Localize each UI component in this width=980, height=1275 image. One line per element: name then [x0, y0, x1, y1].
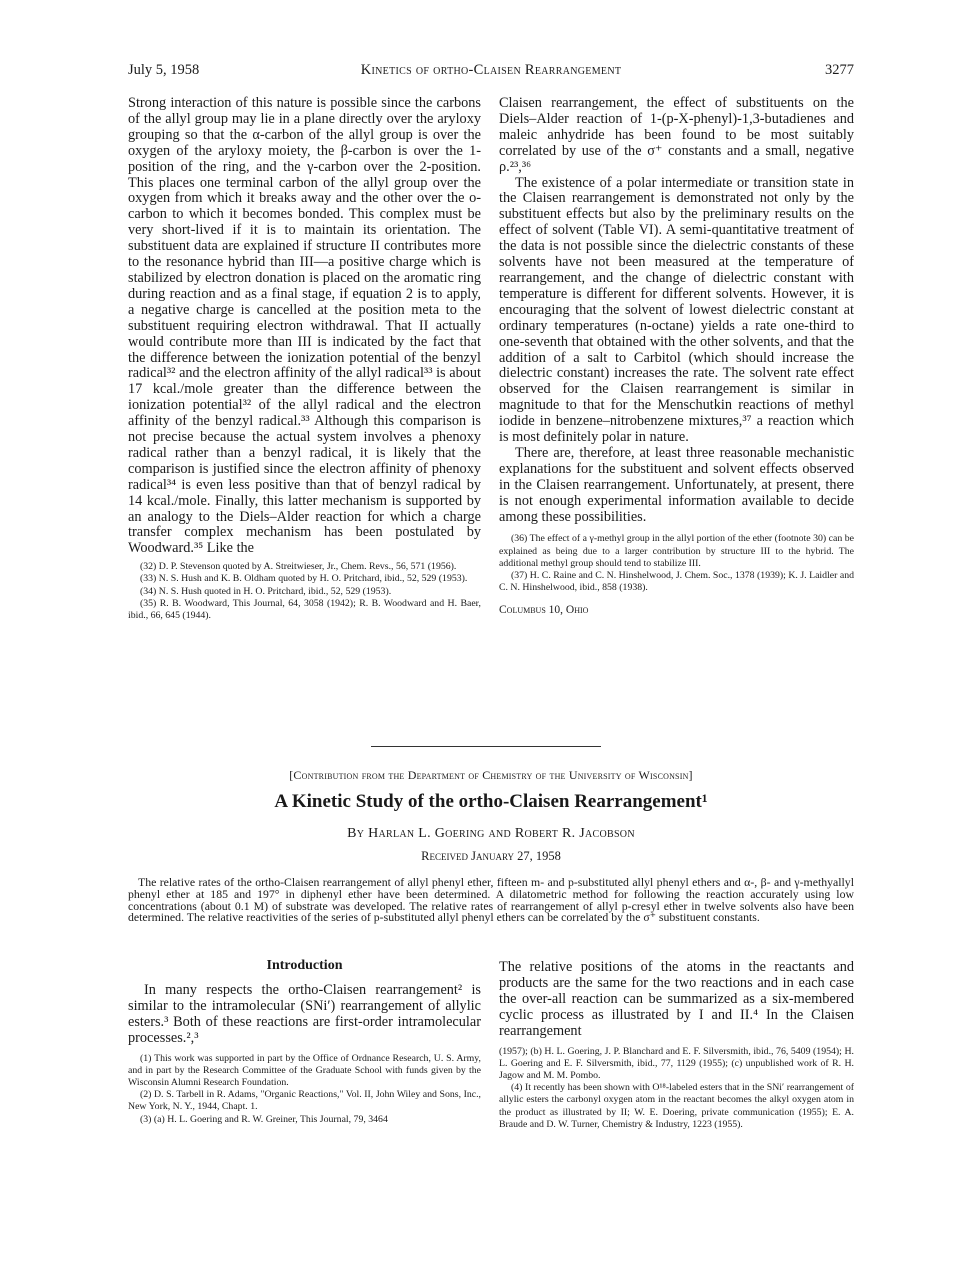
introduction-heading: Introduction: [266, 958, 343, 973]
footnote-32: (32) D. P. Stevenson quoted by A. Streitwieser, Jr., Chem. Revs., 56, 571 (1956).: [140, 561, 457, 573]
section-divider: [371, 746, 601, 747]
left-paragraph: Strong interaction of this nature is possible since the carbons of the allyl group may lie in a plane directly over the aryloxy grouping so that the α-carbon of the allyl group is over the oxygen of the aryloxy moiety, the β-carbon is over the 1-position of the ring, and the γ-carbon over the 2-position. This places one terminal carbon of the allyl group over the oxygen from which it breaks away and the other over the o-carbon to which it becomes bonded. This complex must be very short-lived if it is to maintain its orientation. The substituent data are explained if structure II contributes more to the resonance hybrid than III—a positive charge which is stabilized by electron donation is placed on the aromatic ring during reaction and as a final stage, if equation 2 is to apply, a negative charge is cancelled at the position meta to the substituent requiring electron withdrawal. That II actually would contribute more than III is indicated by the fact that the difference between the ionization potential of the benzyl radical³² and the electron affinity of the allyl radical³³ is about 17 kcal./mole greater than the difference between the ionization potential³² of the allyl radical and the electron affinity of the benzyl radical.³³ Although this comparison is not precise because the actual system involves a phenoxy radical rather than a benzyl radical, it is likely that the comparison is justified since the electron affinity of phenoxy radical³⁴ is even less positive than that of benzyl radical by 14 kcal./mole. Finally, this latter mechanism is supported by an analogy to the Diels–Alder reaction for which a charge transfer complex mechanism has been postulated by Woodward.³⁵ Like the: [128, 95, 481, 557]
intro-right-paragraph: The relative positions of the atoms in the reactants and products are the same for the two reactions and in each case the over-all reaction can be summarized as a six-membered cyclic process as illustrated by I and II.⁴ In the Claisen rearrangement: [499, 959, 854, 1039]
place-line: Columbus 10, Ohio: [499, 604, 589, 617]
header-page-number: 3277: [825, 62, 854, 78]
received-date: Received January 27, 1958: [421, 849, 561, 863]
intro-right-body: [499, 960, 854, 1040]
left-column: [128, 96, 481, 622]
right-paragraph-3: There are, therefore, at least three reasonable mechanistic explanations for the substituent and solvent effects observed in the Claisen rearrangement. Unfortunately, at present, there is not enough experimental information available to decide among these possibilities.: [499, 444, 854, 525]
contribution-line: [Contribution from the Department of Chemistry of the University of Wisconsin]: [289, 768, 693, 782]
right-body: [499, 96, 854, 525]
header-journal-title: Kinetics of ortho-Claisen Rearrangement: [360, 62, 622, 78]
intro-right-footnotes: [499, 1046, 854, 1131]
intro-left-footnotes: [128, 1053, 481, 1126]
footnote-36: (36) The effect of a γ-methyl group in the allyl portion of the ether (footnote 30) can be explained as being due to a larger contribution by structure III to the hybrid. The additional methyl group should tend to stabilize III.: [499, 533, 854, 569]
right-footnotes: [499, 533, 854, 594]
running-head: [128, 62, 854, 82]
intro-paragraph: In many respects the ortho-Claisen rearrangement² is similar to the intramolecular (SNi′) rearrangement of allylic esters.³ Both of these reactions are first-order intramolecular processes.²,³: [128, 982, 481, 1046]
right-paragraph-1: Claisen rearrangement, the effect of substituents on the Diels–Alder reaction of 1-(p-X-phenyl)-1,3-butadienes and maleic anhydride has been found to be most suitably correlated by use of the σ⁺ constants and a small, negative ρ.²³,³⁶: [499, 95, 854, 175]
footnote-35: (35) R. B. Woodward, This Journal, 64, 3058 (1942); R. B. Woodward and H. Baer, ibid., 66, 645 (1944).: [128, 597, 481, 622]
footnote-3: (3) (a) H. L. Goering and R. W. Greiner, This Journal, 79, 3464: [140, 1113, 388, 1125]
footnote-2: (2) D. S. Tarbell in R. Adams, "Organic Reactions," Vol. II, John Wiley and Sons, Inc., New York, N. Y., 1944, Chapt. 1.: [128, 1089, 481, 1113]
intro-left-body: [128, 983, 481, 1047]
intro-left-column: [128, 958, 481, 1126]
footnote-1: (1) This work was supported in part by the Office of Ordnance Research, U. S. Army, and in part by the Research Committee of the Graduate School with funds given by the Wisconsin Alumni Research Foundation.: [128, 1052, 481, 1089]
abstract: The relative rates of the ortho-Claisen rearrangement of allyl phenyl ether, fifteen m- and p-substituted allyl phenyl ethers and α-, β- and γ-methyallyl phenyl ether at 185 and 197° in diphenyl ether have been determined. A dilatometric method for following the reaction accurately using low concentrations (about 0.1 M) of substrate was developed. The relative rates of rearrangement of allyl p-cresyl ether in twelve solvents also have been determined. The relative reactivities of the series of p-substituted allyl phenyl ethers can be correlated by the σ⁺ substituent constants.: [128, 875, 854, 925]
right-paragraph-2: The existence of a polar intermediate or transition state in the Claisen rearrangement is demonstrated not only by the substituent effects but also by the preliminary results on the effect of solvent (Table VI). A semi-quantitative treatment of the data is not possible since the dielectric constants of these solvents have not been measured at the temperature of rearrangement, and the change of dielectric constant with temperature is different for different solvents. However, it is encouraging that the solvent of lowest dielectric constant at ordinary temperatures (n-octane) yields a rate one-third to one-seventh that obtained with the other solvents, and that the addition of a salt to Carbitol (which should increase the dielectric constant) increases the rate. The solvent rate effect observed for the Claisen rearrangement is similar in magnitude to that for the Menschutkin reactions of methyl iodide in benzene–nitrobenzene mixtures,³⁷ a reaction which is most definitely polar in nature.: [499, 174, 854, 446]
article-authors: By Harlan L. Goering and Robert R. Jacobson: [347, 826, 635, 841]
footnote-34: (34) N. S. Hush quoted in H. O. Pritchard, ibid., 52, 529 (1953).: [140, 585, 392, 597]
left-body: [128, 96, 481, 557]
left-footnotes: [128, 561, 481, 622]
footnote-3-continued: (1957); (b) H. L. Goering, J. P. Blanchard and E. F. Silversmith, ibid., 76, 5409 (1954); H. L. Goering and E. F. Silversmith, ibid., 77, 1129 (1955); (c) unpublished work of R. H. Jagow and M. M. Pombo.: [499, 1045, 854, 1081]
right-column: [499, 96, 854, 616]
footnote-37: (37) H. C. Raine and C. N. Hinshelwood, J. Chem. Soc., 1378 (1939); K. J. Laidler and C. N. Hinshelwood, ibid., 858 (1938).: [499, 570, 854, 594]
header-date: July 5, 1958: [128, 62, 200, 78]
article-title: A Kinetic Study of the ortho-Claisen Rearrangement¹: [274, 791, 708, 812]
footnote-33: (33) N. S. Hush and K. B. Oldham quoted by H. O. Pritchard, ibid., 52, 529 (1953).: [140, 573, 468, 585]
footnote-4: (4) It recently has been shown with O¹⁸-labeled esters that in the SNi′ rearrangement of allylic esters the carbonyl oxygen atom in the reactant becomes the alkyl oxygen atom in the product as illustrated by II; W. E. Doering, private communication (1955); E. A. Braude and D. W. Turner, Chemistry & Industry, 1223 (1955).: [499, 1082, 854, 1130]
intro-right-column: [499, 960, 854, 1131]
